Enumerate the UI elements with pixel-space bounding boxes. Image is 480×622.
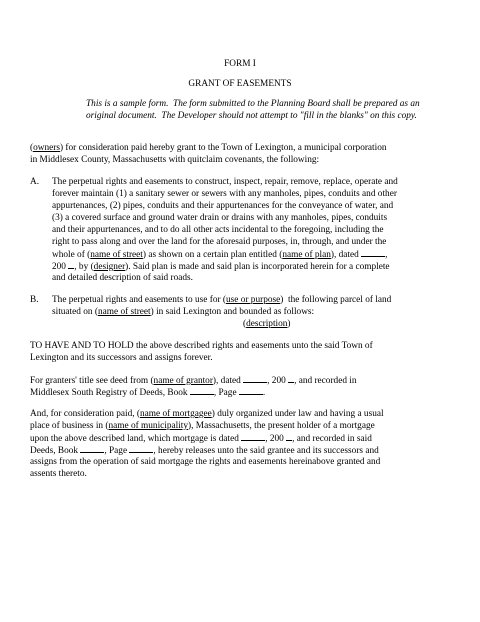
item-a-line: appurtenances, (2) pipes, conduits and their appurtenances for the conveyance of water, and [52, 201, 394, 211]
mortgage-line: assigns from the operation of said mortgage the rights and easements hereinabove granted and [30, 457, 381, 467]
item-a-line: 200 , by (designer). Said plan is made and said plan is incorporated herein for a complete [52, 262, 390, 272]
habendum-line: TO HAVE AND TO HOLD the above described rights and easements unto the said Town of [30, 341, 373, 351]
note-line: original document. The Developer should not attempt to "fill in the blanks" on this copy. [86, 111, 417, 121]
grantor-placeholder: name of grantor [153, 376, 213, 386]
item-a-line: and detailed description of said roads. [52, 273, 193, 283]
item-a-line: right to pass along and over the land for the aforesaid purposes, in, through, and under the [52, 237, 387, 247]
owners-placeholder: owners [33, 143, 60, 153]
book-blank [190, 386, 214, 395]
street-placeholder: name of street [90, 250, 143, 260]
document-title: GRANT OF EASEMENTS [188, 79, 292, 89]
form-label: FORM I [224, 59, 256, 69]
item-a-line: The perpetual rights and easements to construct, inspect, repair, remove, replace, operate and [52, 177, 398, 187]
street-placeholder: name of street [97, 307, 151, 317]
purpose-placeholder: use or purpose [226, 295, 281, 305]
page-blank [129, 444, 153, 453]
note-line: This is a sample form. The form submitted to the Planning Board shall be prepared as an [86, 99, 420, 109]
mortgagee-placeholder: name of mortgagee [140, 409, 212, 419]
mortgage-line: upon the above described land, which mortgage is dated , 200 , and recorded in said [30, 434, 372, 444]
intro-line: in Middlesex County, Massachusetts with quitclaim covenants, the following: [30, 155, 320, 165]
intro-line: (owners) for consideration paid hereby grant to the Town of Lexington, a municipal corporation [30, 143, 387, 153]
book-blank [80, 444, 104, 453]
item-a-line: and their appurtenances, and to do all other acts incidental to the foregoing, including the [52, 225, 384, 235]
date-blank [241, 432, 265, 441]
item-a-line: forever maintain (1) a sanitary sewer or sewers with any manholes, pipes, conduits and other [52, 189, 397, 199]
item-b-marker: B. [30, 295, 39, 305]
title-reference-line: Middlesex South Registry of Deeds, Book , Page . [30, 388, 266, 398]
page-blank [239, 386, 263, 395]
mortgage-line: Deeds, Book , Page , hereby releases unto the said grantee and its successors and [30, 446, 379, 456]
date-blank [361, 248, 385, 257]
item-b-line: The perpetual rights and easements to use for (use or purpose) the following parcel of land [52, 295, 392, 305]
municipality-placeholder: name of municipality [108, 421, 189, 431]
description-placeholder: (description) [243, 319, 291, 329]
designer-placeholder: designer [93, 262, 126, 272]
habendum-line: Lexington and its successors and assigns forever. [30, 353, 213, 363]
item-a-line: whole of (name of street) as shown on a certain plan entitled (name of plan), dated , [52, 250, 388, 260]
plan-placeholder: name of plan [282, 250, 331, 260]
item-a-marker: A. [30, 177, 40, 187]
date-blank [243, 374, 267, 383]
title-reference-line: For granters' title see deed from (name of grantor), dated , 200 , and recorded in [30, 376, 357, 386]
item-b-line: situated on (name of street) in said Lexington and bounded as follows: [52, 307, 315, 317]
mortgage-line: place of business in (name of municipality), Massachusetts, the present holder of a mortgage [30, 421, 375, 431]
mortgage-line: And, for consideration paid, (name of mortgagee) duly organized under law and having a usual [30, 409, 384, 419]
item-a-line: (3) a covered surface and ground water drain or drains with any manholes, pipes, conduits [52, 213, 388, 223]
mortgage-line: assents thereto. [30, 469, 87, 479]
